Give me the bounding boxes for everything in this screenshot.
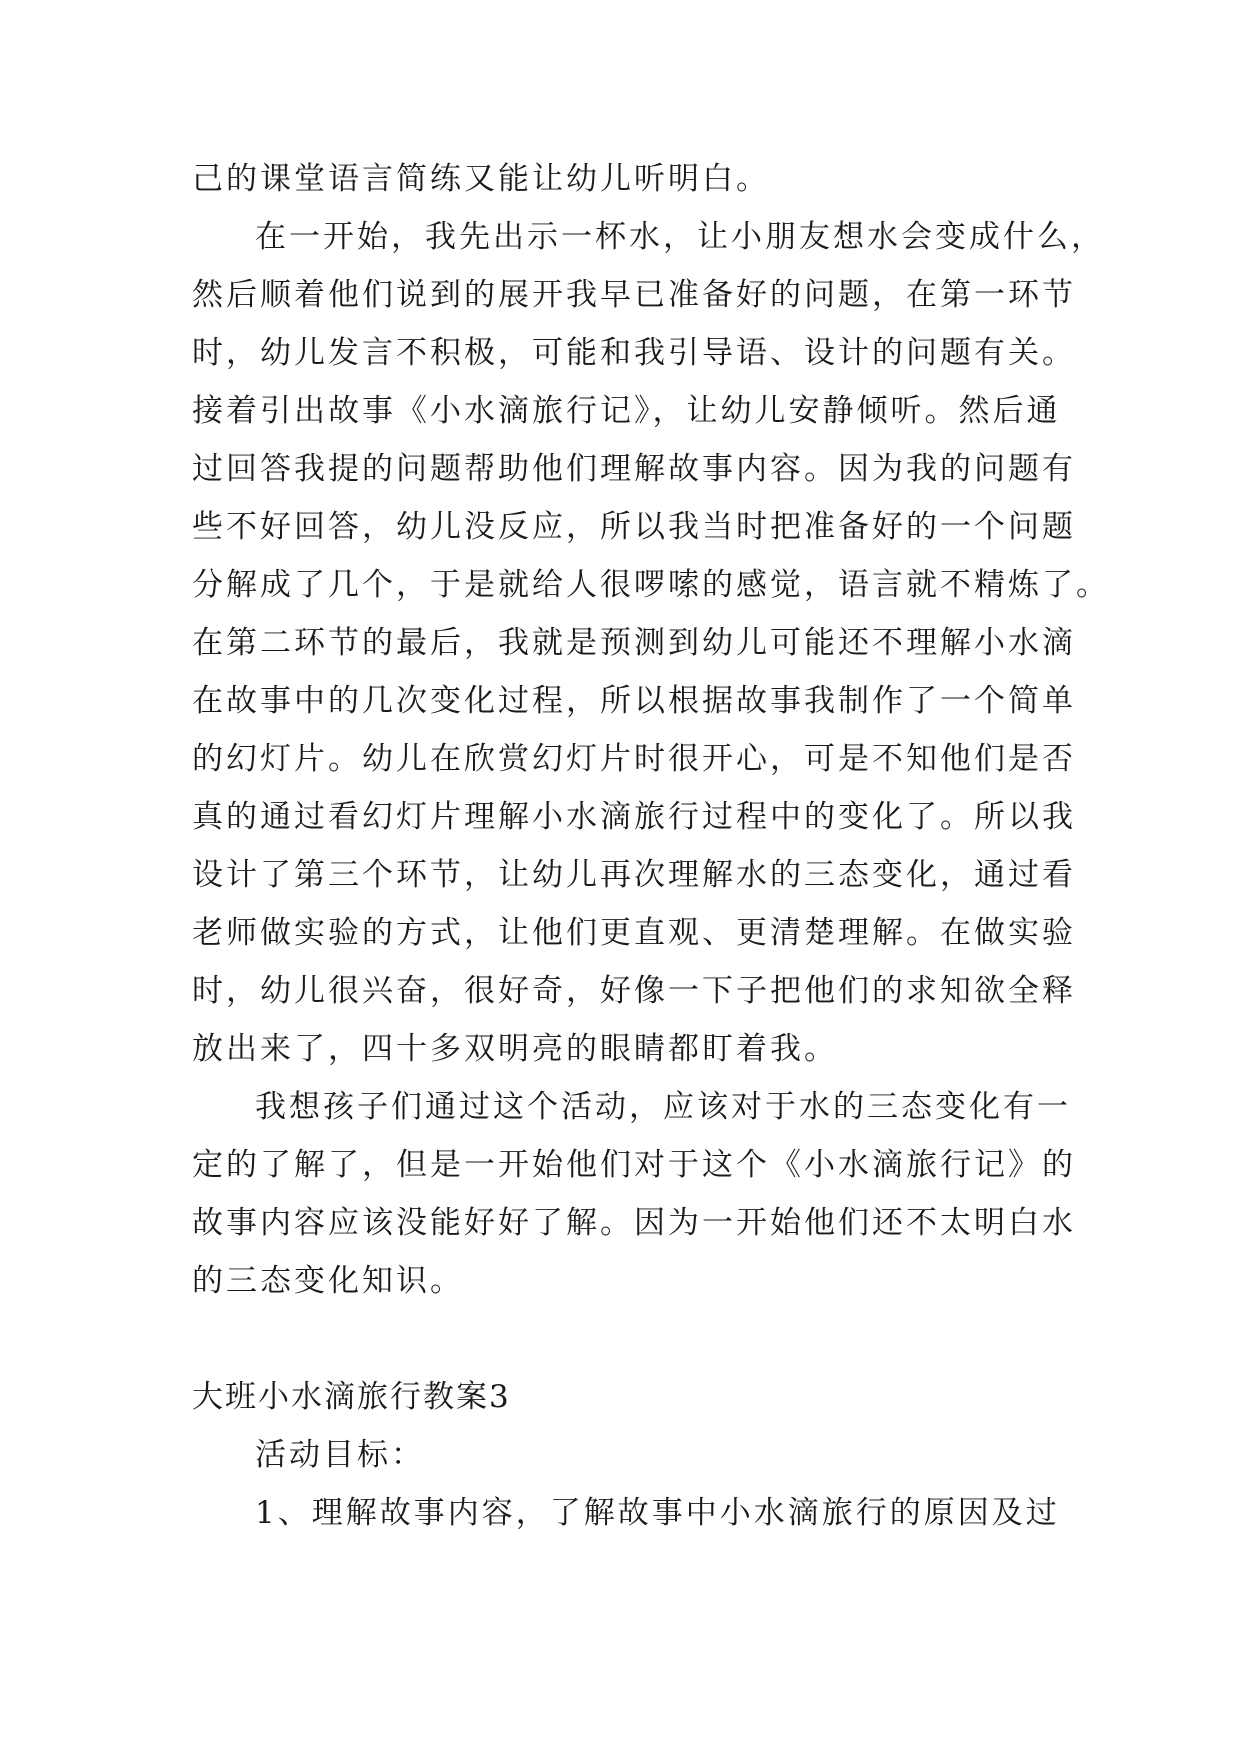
paragraph-line: 时，幼儿发言不积极，可能和我引导语、设计的问题有关。	[192, 335, 1076, 371]
paragraph-line: 接着引出故事《小水滴旅行记》，让幼儿安静倾听。然后通	[192, 393, 1061, 429]
paragraph-line: 时，幼儿很兴奋，很好奇，好像一下子把他们的求知欲全释	[192, 973, 1076, 1009]
paragraph-line: 在第二环节的最后，我就是预测到幼儿可能还不理解小水滴	[192, 625, 1076, 661]
paragraph-line: 的幻灯片。幼儿在欣赏幻灯片时很开心，可是不知他们是否	[192, 741, 1076, 777]
paragraph-line: 然后顺着他们说到的展开我早已准备好的问题，在第一环节	[192, 277, 1076, 313]
paragraph-line: 在一开始，我先出示一杯水，让小朋友想水会变成什么，	[255, 219, 1105, 255]
paragraph-line: 放出来了，四十多双明亮的眼睛都盯着我。	[192, 1031, 838, 1067]
paragraph-line: 些不好回答，幼儿没反应，所以我当时把准备好的一个问题	[192, 509, 1076, 545]
goal-item: 1、理解故事内容，了解故事中小水滴旅行的原因及过	[255, 1495, 1060, 1531]
paragraph-line: 真的通过看幻灯片理解小水滴旅行过程中的变化了。所以我	[192, 799, 1076, 835]
paragraph-line: 己的课堂语言简练又能让幼儿听明白。	[192, 161, 770, 197]
paragraph-line: 分解成了几个，于是就给人很啰嗦的感觉，语言就不精炼了。	[192, 567, 1110, 603]
paragraph-line: 定的了解了，但是一开始他们对于这个《小水滴旅行记》的	[192, 1147, 1076, 1183]
activity-goal-label: 活动目标：	[255, 1437, 425, 1473]
paragraph-line: 过回答我提的问题帮助他们理解故事内容。因为我的问题有	[192, 451, 1076, 487]
paragraph-line: 的三态变化知识。	[192, 1263, 464, 1299]
paragraph-line: 老师做实验的方式，让他们更直观、更清楚理解。在做实验	[192, 915, 1076, 951]
section-title: 大班小水滴旅行教案3	[192, 1379, 511, 1415]
section-spacer	[192, 1310, 1052, 1368]
paragraph-line: 故事内容应该没能好好了解。因为一开始他们还不太明白水	[192, 1205, 1076, 1241]
paragraph-line: 设计了第三个环节，让幼儿再次理解水的三态变化，通过看	[192, 857, 1076, 893]
paragraph-line: 在故事中的几次变化过程，所以根据故事我制作了一个简单	[192, 683, 1076, 719]
paragraph-line: 我想孩子们通过这个活动，应该对于水的三态变化有一	[255, 1089, 1071, 1125]
document-body	[192, 150, 1110, 1542]
